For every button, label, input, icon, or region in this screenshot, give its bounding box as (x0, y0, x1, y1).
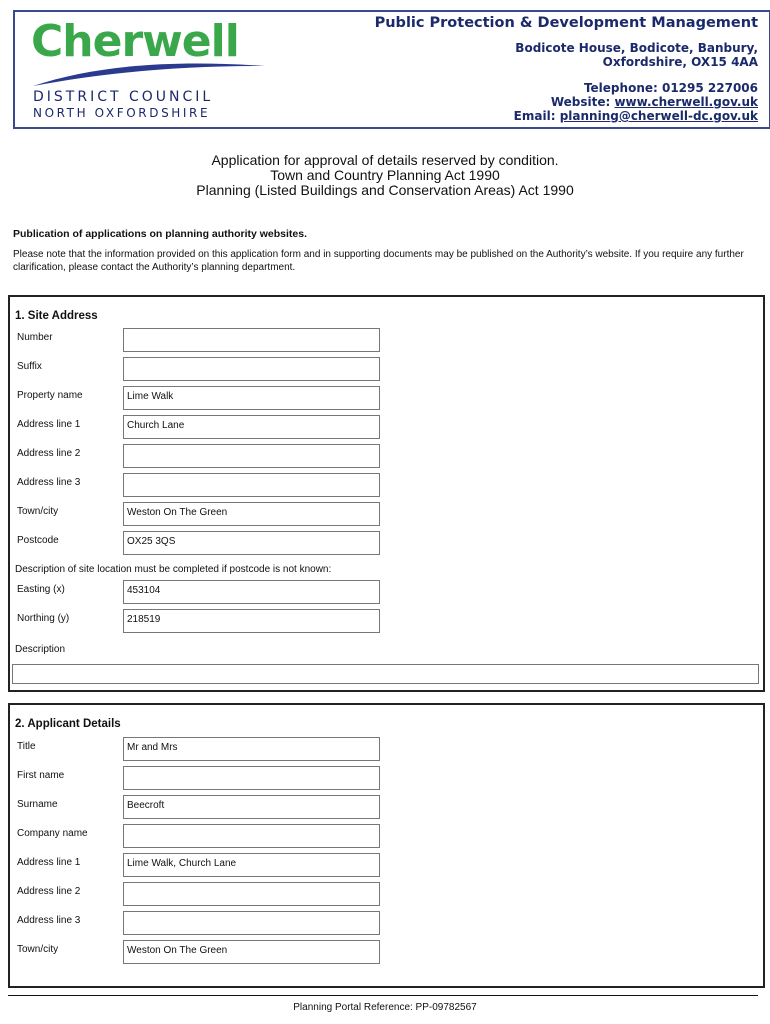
field-row-address-line-3 (15, 473, 387, 497)
field-label: Town/city (17, 944, 59, 955)
field-row-number (15, 328, 387, 352)
field-label: Northing (y) (17, 613, 70, 624)
department-name: Public Protection & Development Management (374, 15, 758, 31)
council-header (13, 10, 770, 129)
address-line-2: Oxfordshire, OX15 4AA (602, 55, 758, 69)
field-label: Address line 3 (17, 477, 81, 488)
field-row-suffix (15, 357, 387, 381)
logo-north-oxfordshire: NORTH OXFORDSHIRE (33, 106, 211, 120)
logo-swoosh-icon (29, 56, 269, 90)
field-label: Company name (17, 828, 88, 839)
field-label: Address line 1 (17, 857, 81, 868)
applicant-address-line-2-field[interactable] (123, 882, 380, 906)
address-line-1: Bodicote House, Bodicote, Banbury, (515, 41, 758, 55)
field-label: Number (17, 332, 53, 343)
section-title: 2. Applicant Details (15, 718, 121, 730)
council-logo: Cherwell (31, 16, 239, 67)
field-label: Postcode (17, 535, 59, 546)
field-row-northing (15, 609, 387, 633)
field-label: First name (17, 770, 65, 781)
postcode-field[interactable]: OX25 3QS (123, 531, 380, 555)
field-label: Property name (17, 390, 83, 401)
field-row-easting (15, 580, 387, 604)
location-note: Description of site location must be completed if postcode is not known: (15, 564, 332, 575)
field-row-address-line-3 (15, 911, 387, 935)
document-title (0, 153, 770, 198)
field-label: Surname (17, 799, 58, 810)
description-field[interactable] (12, 664, 759, 684)
website-label: Website: (550, 95, 615, 109)
email-label: Email: (513, 109, 560, 123)
website-link[interactable]: www.cherwell.gov.uk (614, 95, 758, 109)
planning-portal-reference: Planning Portal Reference: PP-09782567 (293, 1002, 477, 1013)
publication-note: Please note that the information provided on this application form and in supporting documents may be published on the Authority’s website. If you require any further clarification, please contact the Authority’s planning department. (13, 249, 744, 273)
publication-heading: Publication of applications on planning authority websites. (13, 228, 308, 240)
field-row-first-name (15, 766, 387, 790)
field-label: Address line 2 (17, 886, 81, 897)
field-row-address-line-1 (15, 415, 387, 439)
description-label: Description (15, 644, 66, 655)
field-label: Address line 2 (17, 448, 81, 459)
address-line-2-field[interactable] (123, 444, 380, 468)
field-label: Easting (x) (17, 584, 65, 595)
applicant-address-line-3-field[interactable] (123, 911, 380, 935)
easting-field[interactable]: 453104 (123, 580, 380, 604)
surname-field[interactable]: Beecroft (123, 795, 380, 819)
field-row-address-line-1 (15, 853, 387, 877)
field-row-town-city (15, 502, 387, 526)
field-row-address-line-2 (15, 882, 387, 906)
applicant-town-city-field[interactable]: Weston On The Green (123, 940, 380, 964)
suffix-field[interactable] (123, 357, 380, 381)
logo-district-council: DISTRICT COUNCIL (33, 89, 214, 105)
northing-field[interactable]: 218519 (123, 609, 380, 633)
applicant-details-section (8, 703, 765, 988)
field-label: Town/city (17, 506, 59, 517)
property-name-field[interactable]: Lime Walk (123, 386, 380, 410)
field-row-company-name (15, 824, 387, 848)
department-contact-block (375, 14, 758, 123)
address-line-1-field[interactable]: Church Lane (123, 415, 380, 439)
number-field[interactable] (123, 328, 380, 352)
title-line-3: Planning (Listed Buildings and Conservation Areas) Act 1990 (196, 182, 574, 198)
title-line-2: Town and Country Planning Act 1990 (270, 167, 500, 183)
site-address-section (8, 295, 765, 692)
field-row-title (15, 737, 387, 761)
town-city-field[interactable]: Weston On The Green (123, 502, 380, 526)
address-line-3-field[interactable] (123, 473, 380, 497)
field-label: Address line 3 (17, 915, 81, 926)
applicant-address-line-1-field[interactable]: Lime Walk, Church Lane (123, 853, 380, 877)
field-label: Suffix (17, 361, 42, 372)
email-link[interactable]: planning@cherwell-dc.gov.uk (559, 109, 758, 123)
company-name-field[interactable] (123, 824, 380, 848)
footer-divider (8, 995, 758, 996)
title-line-1: Application for approval of details reserved by condition. (211, 152, 559, 168)
title-field[interactable]: Mr and Mrs (123, 737, 380, 761)
field-row-postcode (15, 531, 387, 555)
section-title: 1. Site Address (15, 310, 98, 322)
field-row-address-line-2 (15, 444, 387, 468)
first-name-field[interactable] (123, 766, 380, 790)
field-label: Title (17, 741, 36, 752)
telephone: Telephone: 01295 227006 (583, 81, 758, 95)
field-row-surname (15, 795, 387, 819)
field-row-town-city (15, 940, 387, 964)
field-label: Address line 1 (17, 419, 81, 430)
field-row-property-name (15, 386, 387, 410)
